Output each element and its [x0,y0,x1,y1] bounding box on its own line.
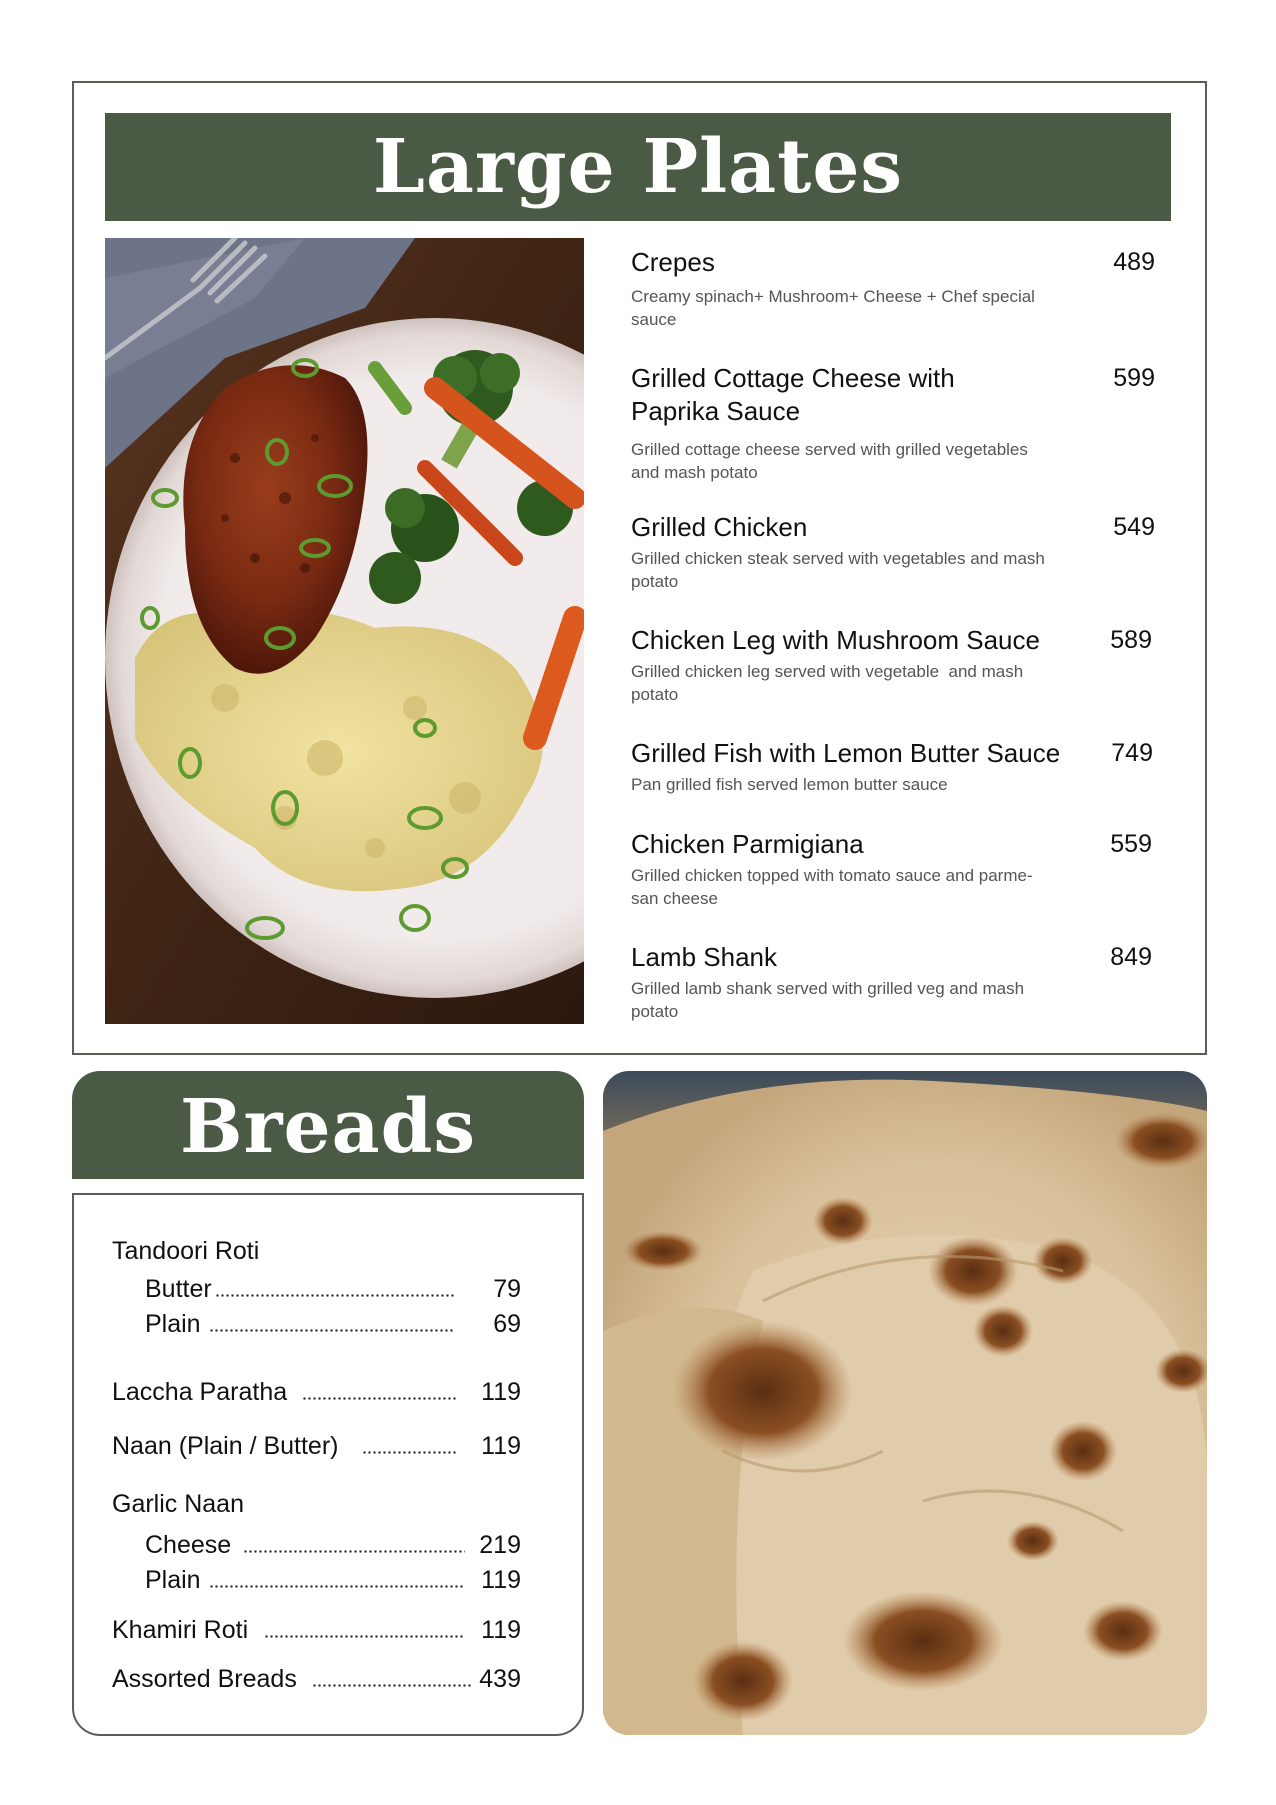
dish-name: Crepes [631,247,715,277]
bread-group-garlic-naan: Garlic Naan [112,1490,244,1518]
bread-label: Laccha Paratha [112,1377,291,1407]
dish-price: 549 [1113,513,1155,541]
dish-price: 589 [1110,626,1152,654]
dish-description: Grilled chicken steak served with vegetables and mash potato [631,549,1045,591]
bread-price: 219 [479,1531,521,1559]
bread-price: 119 [481,1616,521,1644]
bread-price: 119 [481,1378,521,1406]
dish-price: 559 [1110,830,1152,858]
grilled-chicken-plate-photo [105,238,584,1024]
bread-label: Cheese [145,1530,235,1560]
bread-price: 439 [479,1665,521,1693]
breads-header [72,1071,584,1179]
dish-description: Creamy spinach+ Mushroom+ Cheese + Chef special sauce [631,287,1035,329]
dish-name: Grilled Fish with Lemon Butter Sauce [631,738,1061,768]
naan-bread-photo [603,1071,1207,1735]
bread-group-tandoori-roti: Tandoori Roti [112,1237,260,1265]
bread-label: Plain [145,1309,205,1339]
dish-description: Grilled chicken leg served with vegetable and mash potato [631,662,1024,704]
dish-name: Grilled Cottage Cheese with Paprika Sauce [631,363,955,426]
dish-name: Lamb Shank [631,942,777,972]
dish-price: 599 [1113,364,1155,392]
large-plates-banner [105,113,1171,221]
bread-label: Naan (Plain / Butter) [112,1431,343,1461]
dish-description: Pan grilled fish served lemon butter sauce [631,775,948,794]
dish-price: 849 [1110,943,1152,971]
bread-label: Plain [145,1565,205,1595]
dish-description: Grilled cottage cheese served with grilled vegetables and mash potato [631,440,1028,482]
large-plates-title: Large Plates [372,124,904,210]
dish-description: Grilled chicken topped with tomato sauce and parme- san cheese [631,866,1033,908]
dish-description: Grilled lamb shank served with grilled veg and mash potato [631,979,1025,1021]
bread-price: 119 [481,1566,521,1594]
breads-title: Breads [180,1084,476,1170]
bread-label: Assorted Breads [112,1664,301,1694]
dish-name: Chicken Leg with Mushroom Sauce [631,625,1040,655]
bread-price: 69 [493,1310,521,1338]
dish-name: Grilled Chicken [631,512,808,542]
dish-name: Chicken Parmigiana [631,829,864,859]
bread-price: 79 [493,1275,521,1303]
dish-price: 489 [1113,248,1155,276]
dish-price: 749 [1111,739,1153,767]
bread-label: Khamiri Roti [112,1615,252,1645]
bread-label: Butter [145,1274,216,1304]
bread-price: 119 [481,1432,521,1460]
